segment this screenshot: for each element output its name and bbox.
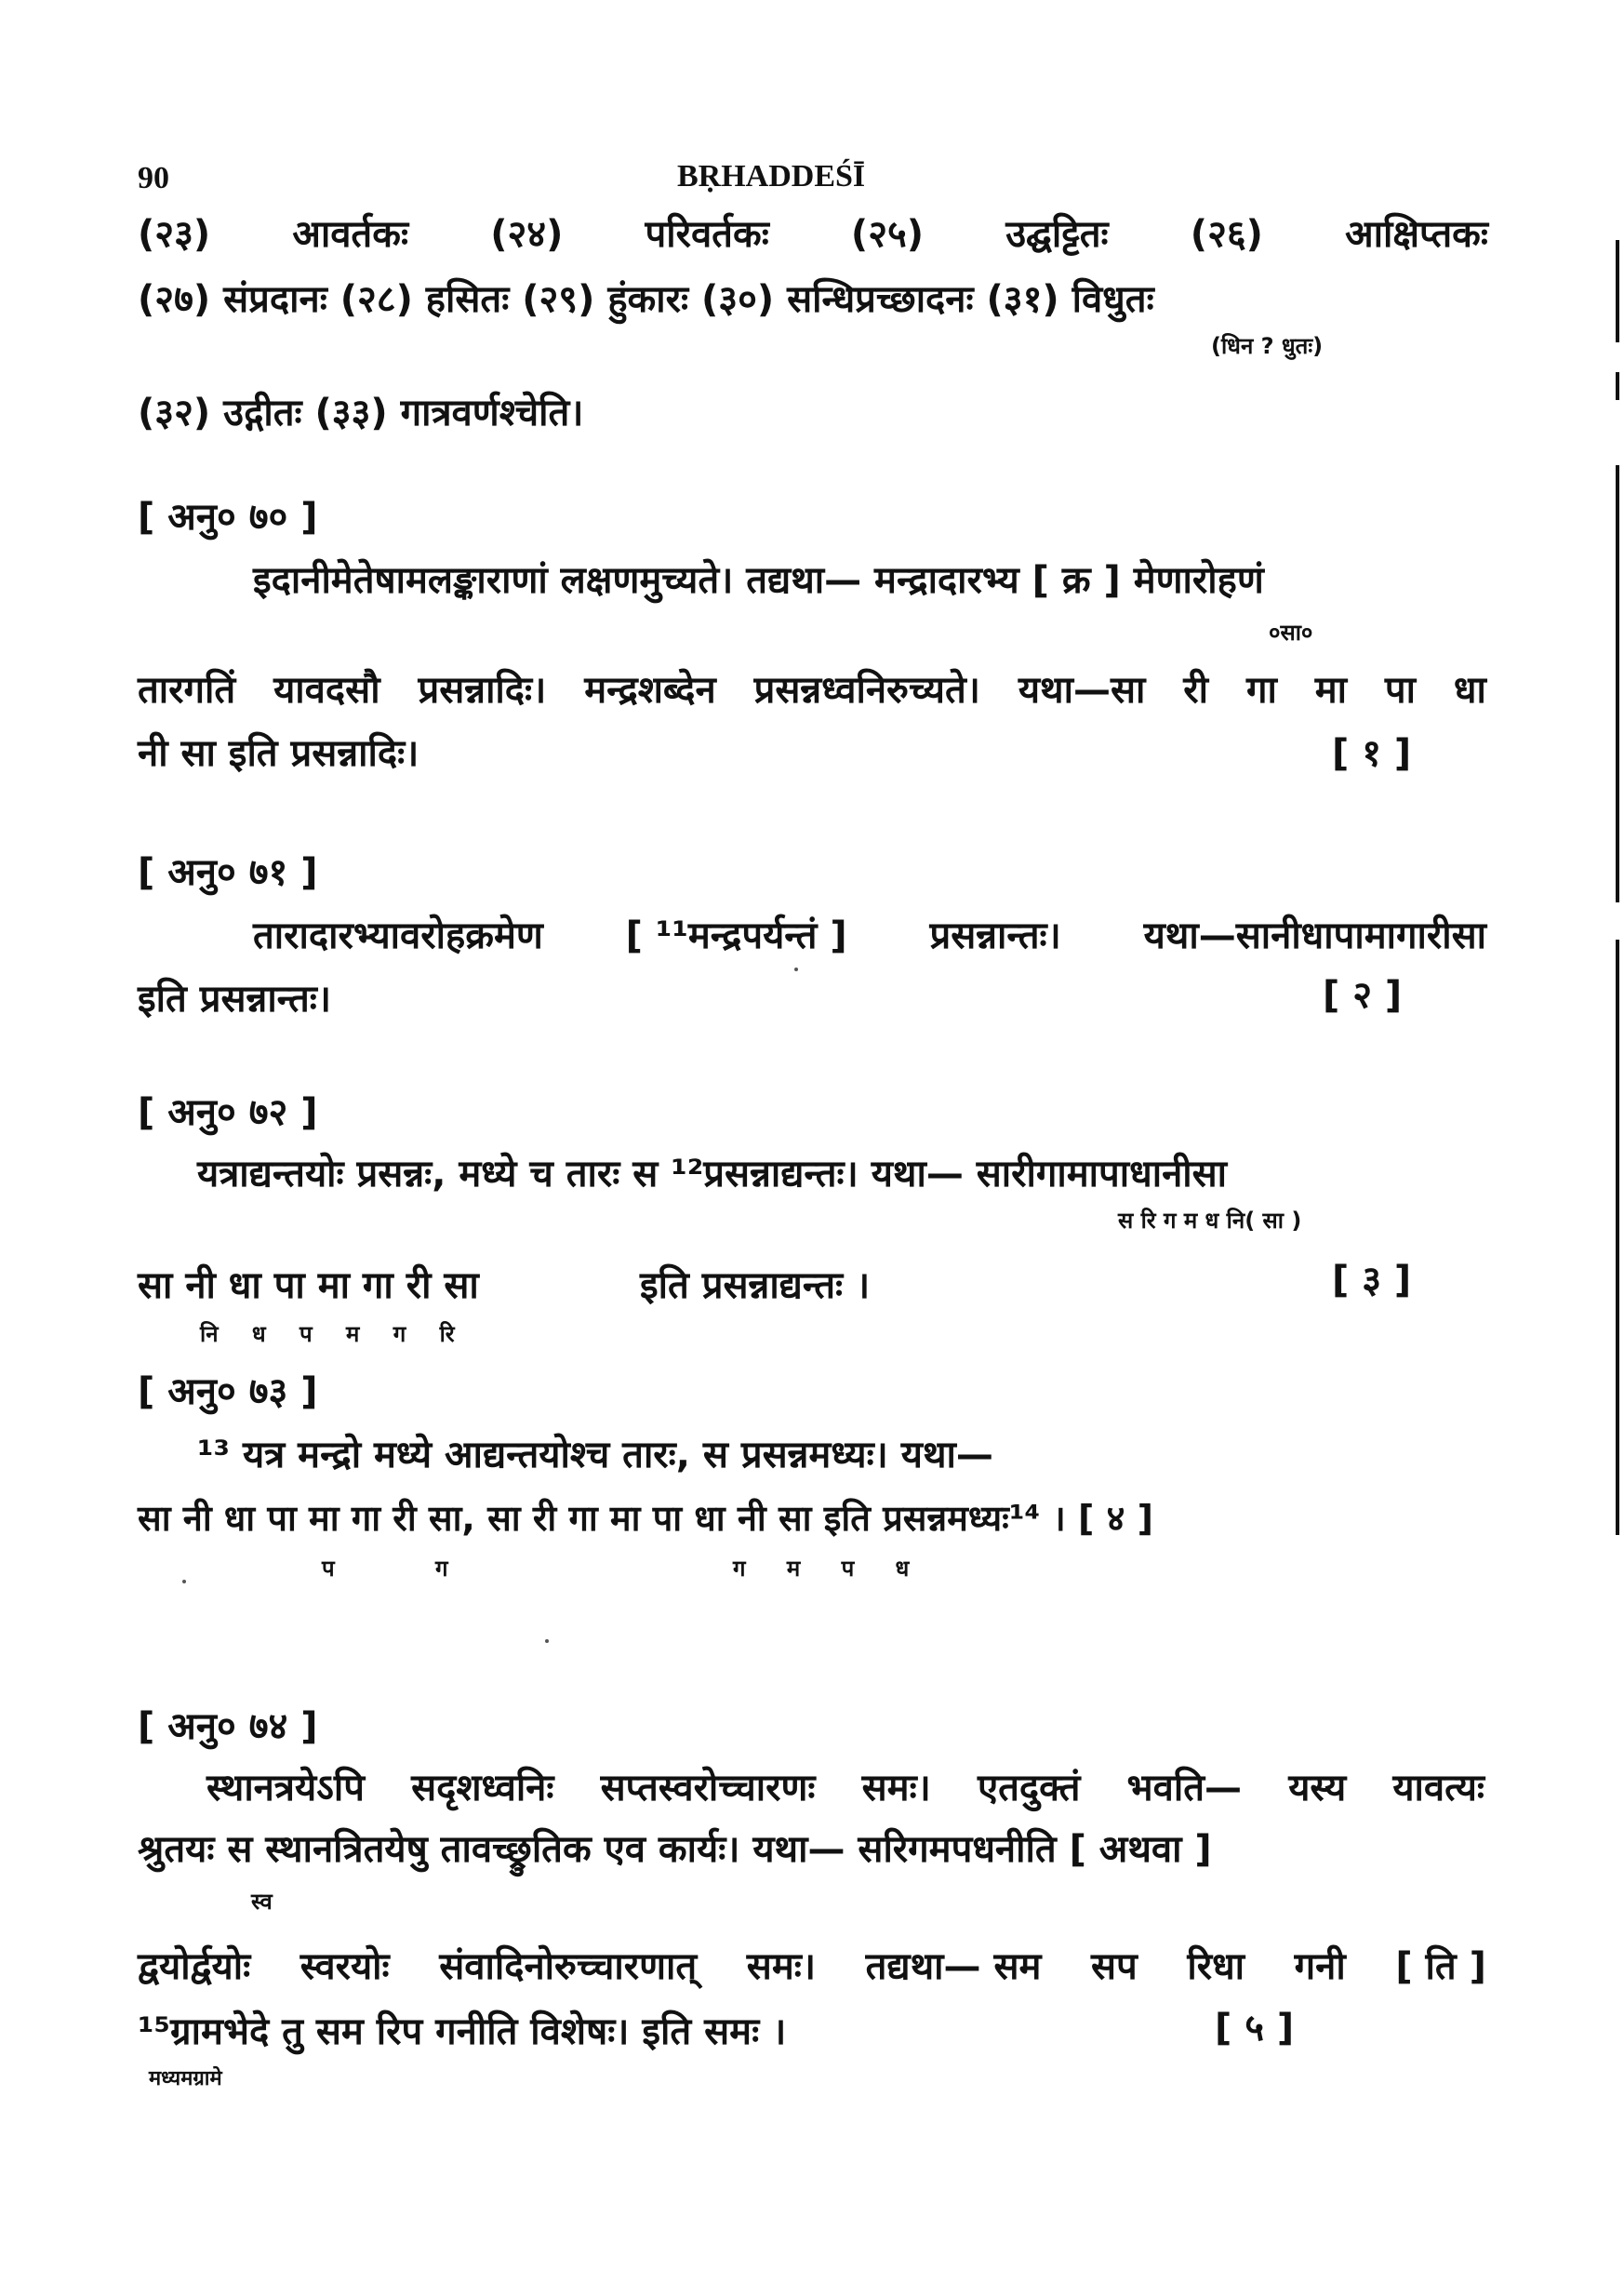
word: धा bbox=[1453, 669, 1486, 712]
section-heading-73: [ अनु० ७३ ] bbox=[138, 1370, 318, 1413]
section-heading-71: [ अनु० ७१ ] bbox=[138, 851, 318, 894]
gloss-note: ०सा० bbox=[1269, 620, 1313, 646]
word: यावदसौ bbox=[273, 669, 380, 712]
word: सप्तस्वरोच्चारणः bbox=[600, 1767, 816, 1809]
verse-line-2: (२७) संप्रदानः (२८) हसितः (२९) हुंकारः (३०) सन्धिप्रच्छादनः (३१) विधुतः bbox=[138, 278, 1154, 321]
word: (२३) bbox=[138, 213, 211, 256]
word: गनी bbox=[1294, 1945, 1346, 1988]
word: स्थानत्रयेऽपि bbox=[206, 1767, 365, 1809]
verse-marker-3: [ ३ ] bbox=[1332, 1259, 1412, 1302]
word: पा bbox=[1384, 669, 1417, 712]
scan-edge-mark bbox=[1616, 240, 1619, 342]
notation-gloss: स रि ग म ध नि( सा ) bbox=[1118, 1208, 1302, 1234]
para-71-line-2: इति प्रसन्नान्तः। bbox=[138, 978, 332, 1021]
gloss-note: मध्यमग्रामे bbox=[149, 2067, 222, 2090]
verse-line-1 bbox=[138, 212, 1488, 257]
verse-line-3: (३२) उद्गीतः (३३) गात्रवर्णश्चेति। bbox=[138, 392, 584, 434]
word: [ ¹¹मन्द्रपर्यन्तं ] bbox=[625, 915, 847, 957]
para-74-line-4: ¹⁵ग्रामभेदे तु सम रिप गनीति विशेषः। इति समः । bbox=[138, 2010, 787, 2053]
para-71-line-1 bbox=[253, 914, 1486, 958]
para-74-line-3 bbox=[138, 1944, 1486, 1989]
word: तद्यथा— सम bbox=[865, 1945, 1042, 1988]
scan-edge-mark bbox=[1616, 465, 1619, 902]
para-73-line-1: ¹³ यत्र मन्द्रो मध्ये आद्यन्तयोश्च तारः, स प्रसन्नमध्यः। यथा— bbox=[197, 1434, 993, 1476]
word: परिवर्तकः bbox=[645, 213, 769, 256]
word: यथा—सानीधापामागारीसा bbox=[1143, 915, 1486, 957]
scan-speck bbox=[545, 1639, 549, 1643]
scan-speck bbox=[794, 968, 798, 971]
notation-gloss: ग म प ध bbox=[733, 1555, 910, 1582]
para-72-line-2: सा नी धा पा मा गा री सा bbox=[138, 1264, 479, 1307]
para-72-line-1: यत्राद्यन्तयोः प्रसन्नः, मध्ये च तारः स ¹²प्रसन्नाद्यन्तः। यथा— सारीगामापाधानीसा bbox=[197, 1153, 1228, 1195]
running-title: BṚHADDEŚĪ bbox=[677, 159, 866, 194]
word: (२४) bbox=[490, 213, 564, 256]
word: प्रसन्नध्वनिरुच्यते। bbox=[753, 669, 980, 712]
word: तारगतिं bbox=[138, 669, 236, 712]
word: समः। bbox=[861, 1767, 931, 1809]
notation-gloss: प ग bbox=[322, 1555, 448, 1582]
footnote-gloss: (धिन ? धुतः) bbox=[1211, 333, 1324, 359]
word: यावत्यः bbox=[1392, 1767, 1484, 1809]
word: संवादिनोरुच्चारणात् bbox=[439, 1945, 698, 1988]
scan-speck bbox=[182, 1580, 186, 1583]
word: गा bbox=[1245, 669, 1277, 712]
para-73-line-2: सा नी धा पा मा गा री सा, सा री गा मा पा धा नी सा इति प्रसन्नमध्यः¹⁴ । [ ४ ] bbox=[138, 1498, 1153, 1539]
section-heading-72: [ अनु० ७२ ] bbox=[138, 1091, 318, 1134]
word: मन्द्रशब्देन bbox=[584, 669, 716, 712]
word: द्वयोर्द्वयोः bbox=[138, 1945, 251, 1988]
section-heading-74: [ अनु० ७४ ] bbox=[138, 1705, 318, 1748]
word: प्रसन्नान्तः। bbox=[929, 915, 1061, 957]
word: [ ति ] bbox=[1395, 1945, 1486, 1988]
word: स्वरयोः bbox=[300, 1945, 390, 1988]
verse-marker-1: [ १ ] bbox=[1332, 732, 1412, 775]
para-74-line-2: श्रुतयः स स्थानत्रितयेषु तावच्छ्रुतिक एव कार्यः। यथा— सरिगमपधनीति [ अथवा ] bbox=[138, 1828, 1212, 1871]
word: मा bbox=[1314, 669, 1348, 712]
word: यस्य bbox=[1288, 1767, 1347, 1809]
word: उद्घट्टितः bbox=[1005, 213, 1109, 256]
para-70-line-1: इदानीमेतेषामलङ्काराणां लक्षणमुच्यते। तद्यथा— मन्द्रादारभ्य [ क्र ] मेणारोहणं bbox=[253, 559, 1264, 602]
word: प्रसन्नादिः। bbox=[418, 669, 547, 712]
word: तारादारभ्यावरोहक्रमेण bbox=[253, 915, 543, 957]
section-heading-70: [ अनु० ७० ] bbox=[138, 496, 318, 539]
scan-edge-mark bbox=[1616, 372, 1619, 400]
notation-gloss: नि ध प म ग रि bbox=[200, 1321, 455, 1347]
scan-edge-mark bbox=[1616, 940, 1619, 1535]
word: री bbox=[1183, 669, 1209, 712]
word: एतदुक्तं bbox=[977, 1767, 1081, 1809]
word: समः। bbox=[746, 1945, 816, 1988]
para-72-line-2-tail: इति प्रसन्नाद्यन्तः । bbox=[640, 1264, 871, 1307]
word: यथा—सा bbox=[1018, 669, 1146, 712]
page-number: 90 bbox=[138, 161, 169, 195]
word: सप bbox=[1091, 1945, 1138, 1988]
word: आक्षिप्तकः bbox=[1345, 213, 1488, 256]
gloss-note: स्व bbox=[251, 1889, 273, 1915]
para-70-line-3: नी सा इति प्रसन्नादिः। bbox=[138, 732, 419, 775]
word: रिधा bbox=[1187, 1945, 1245, 1988]
verse-marker-5: [ ५ ] bbox=[1215, 2007, 1295, 2049]
word: भवति— bbox=[1126, 1767, 1243, 1809]
verse-marker-2: [ २ ] bbox=[1323, 974, 1403, 1017]
para-74-line-1 bbox=[206, 1766, 1484, 1810]
word: आवर्तकः bbox=[292, 213, 409, 256]
para-70-line-2 bbox=[138, 668, 1486, 713]
word: (२६) bbox=[1190, 213, 1263, 256]
word: (२५) bbox=[850, 213, 925, 256]
word: सदृशध्वनिः bbox=[411, 1767, 554, 1809]
